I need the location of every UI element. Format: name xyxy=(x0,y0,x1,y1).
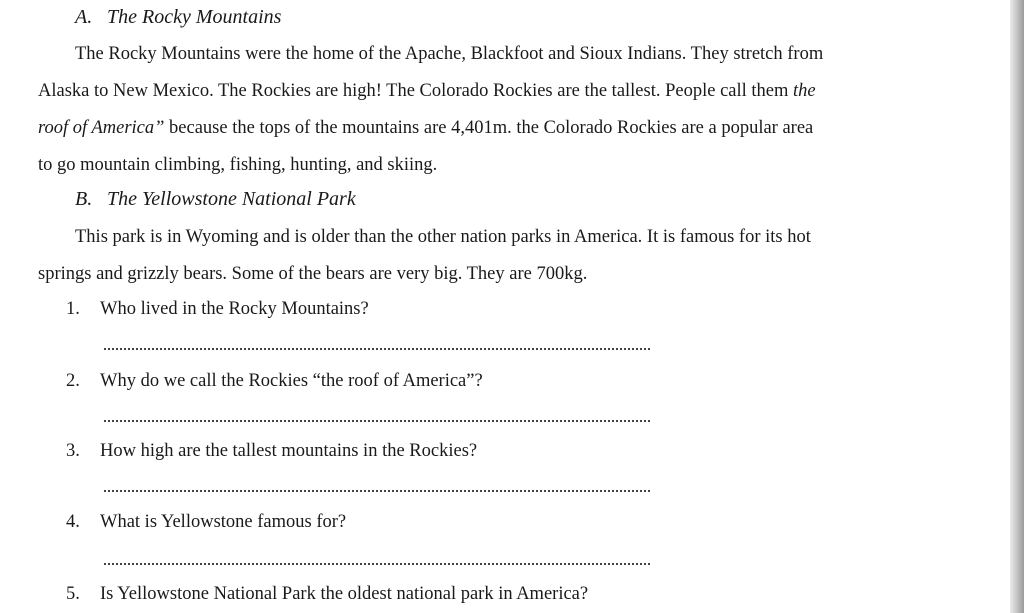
section-a-letter: A. xyxy=(75,6,93,28)
section-a-line-3 xyxy=(38,118,813,139)
section-b-line-2: springs and grizzly bears. Some of the bears are very big. They are 700kg. xyxy=(38,264,588,284)
question-5 xyxy=(66,584,588,605)
section-a-title: The Rocky Mountains xyxy=(107,6,282,28)
question-3-number: 3. xyxy=(66,441,80,461)
section-a-line-3-text: because the tops of the mountains are 4,401m. the Colorado Rockies are a popular area xyxy=(169,118,814,138)
question-5-text: Is Yellowstone National Park the oldest national park in America? xyxy=(100,584,589,604)
section-a-line-2 xyxy=(38,81,816,102)
question-3 xyxy=(66,441,477,462)
section-a-line-4: to go mountain climbing, fishing, hunting, and skiing. xyxy=(38,155,438,175)
section-b-line-1: This park is in Wyoming and is older than the other nation parks in America. It is famous for its hot xyxy=(75,227,811,247)
section-a-line-1: The Rocky Mountains were the home of the Apache, Blackfoot and Sioux Indians. They stretch from xyxy=(75,44,824,64)
question-4 xyxy=(66,512,346,533)
page-edge-shadow xyxy=(1010,0,1024,613)
answer-line-3[interactable] xyxy=(104,490,650,492)
question-4-text: What is Yellowstone famous for? xyxy=(100,512,347,532)
question-2-text: Why do we call the Rockies “the roof of America”? xyxy=(100,371,483,391)
section-b-letter: B. xyxy=(75,188,93,210)
question-4-number: 4. xyxy=(66,512,80,532)
answer-line-2[interactable] xyxy=(104,420,650,422)
question-1-number: 1. xyxy=(66,299,80,319)
question-1-text: Who lived in the Rocky Mountains? xyxy=(100,299,369,319)
question-3-text: How high are the tallest mountains in the Rockies? xyxy=(100,441,478,461)
section-a-heading xyxy=(75,6,281,29)
question-5-number: 5. xyxy=(66,584,80,604)
answer-line-4[interactable] xyxy=(104,563,650,565)
section-a-italic-the: the xyxy=(793,81,816,101)
question-2 xyxy=(66,371,483,392)
answer-line-1[interactable] xyxy=(104,348,650,350)
question-1 xyxy=(66,299,369,320)
section-a-line-2-text: Alaska to New Mexico. The Rockies are high! The Colorado Rockies are the tallest. People call them xyxy=(38,81,789,101)
section-b-title: The Yellowstone National Park xyxy=(107,188,356,210)
section-b-heading xyxy=(75,188,356,211)
question-2-number: 2. xyxy=(66,371,80,391)
section-a-italic-roof: roof of America” xyxy=(38,118,165,138)
